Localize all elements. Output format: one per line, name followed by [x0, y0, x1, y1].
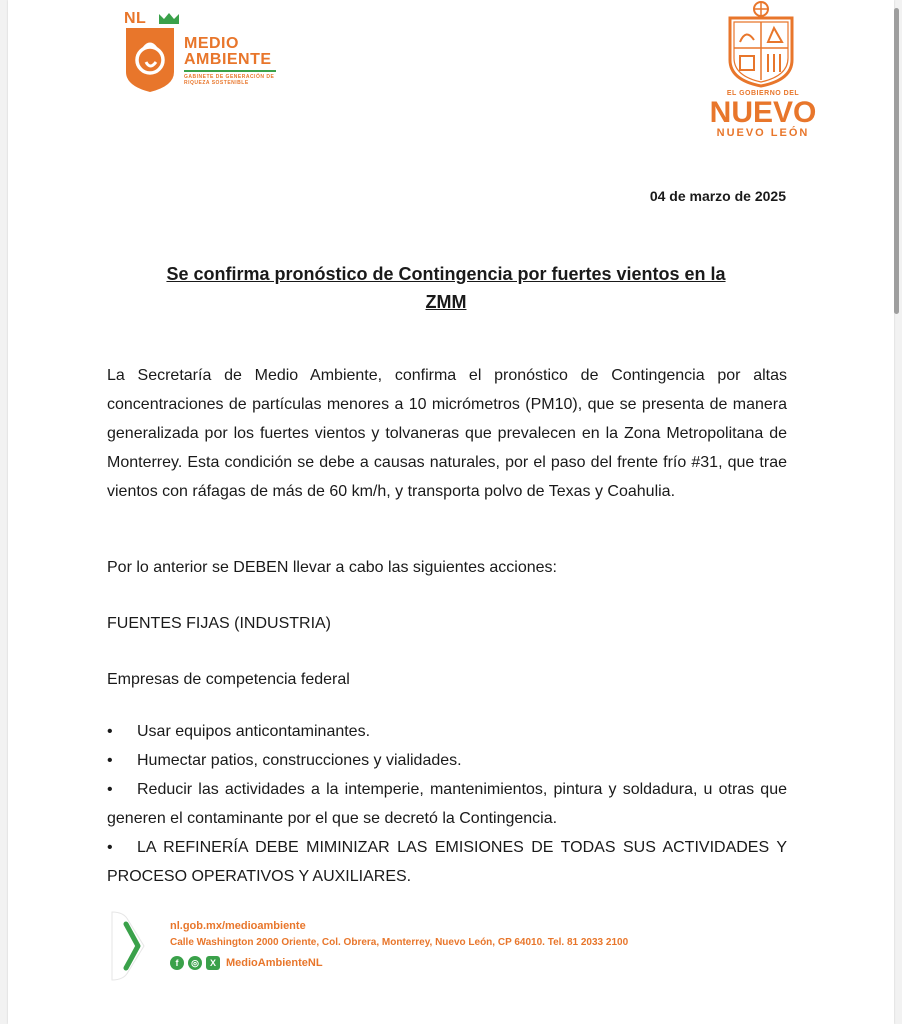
logo-tagline: GABINETE DE GENERACIÓN DE RIQUEZA SOSTENIBLE — [184, 74, 275, 86]
document-title — [104, 260, 788, 316]
instagram-icon: ◎ — [188, 956, 202, 970]
subsection-heading: Empresas de competencia federal — [107, 671, 350, 688]
action-list — [107, 717, 787, 891]
list-item: • LA REFINERÍA DEBE MIMINIZAR LAS EMISIONES DE TODAS SUS ACTIVIDADES Y PROCESO OPERATIVOS Y AUXILIARES. — [107, 833, 787, 891]
list-item: • Usar equipos anticontaminantes. — [107, 717, 787, 746]
footer-address: Calle Washington 2000 Oriente, Col. Obrera, Monterrey, Nuevo León, CP 64010. Tel. 81 2033 2100 — [170, 937, 629, 948]
document-page — [8, 0, 894, 1024]
facebook-icon: f — [170, 956, 184, 970]
coat-of-arms-icon — [726, 0, 796, 88]
logo-nl-text: NL — [124, 10, 147, 27]
paragraph-1: La Secretaría de Medio Ambiente, confirma el pronóstico de Contingencia por altas concentraciones de partículas menores a 10 micrómetros (PM10), que se presenta de manera generalizada por los fuertes vientos y tolvaneras que prevalecen en la Zona Metropolitana de Monterrey. Esta condición se debe a causas naturales, por el paso del frente frío #31, que trae vientos con ráfagas de más de 60 km/h, y transporta polvo de Texas y Coahulia. — [107, 367, 787, 500]
list-item: • Reducir las actividades a la intemperie, mantenimientos, pintura y soldadura, u otras que generen el contaminante por el que se decretó la Contingencia. — [107, 775, 787, 833]
bullet-icon: • — [107, 781, 113, 798]
list-item: • Humectar patios, construcciones y vialidades. — [107, 746, 787, 775]
bullet-icon: • — [107, 752, 113, 769]
x-icon: X — [206, 956, 220, 970]
bullet-icon: • — [107, 839, 113, 856]
footer-chevron-icon — [108, 910, 148, 982]
social-handle: MedioAmbienteNL — [226, 957, 323, 969]
logo-brand-line2: AMBIENTE — [184, 51, 272, 68]
title-line2: ZMM — [425, 292, 467, 312]
medio-ambiente-logo — [120, 10, 290, 90]
footer-social — [170, 955, 323, 971]
gobierno-nuevo-leon-logo — [698, 0, 828, 145]
shield-logo-icon — [124, 26, 176, 94]
gov-small-text: EL GOBIERNO DEL — [726, 90, 800, 97]
logo-brand-line1: MEDIO — [184, 35, 239, 52]
actions-intro: Por lo anterior se DEBEN llevar a cabo las siguientes acciones: — [107, 559, 557, 576]
section-heading: FUENTES FIJAS (INDUSTRIA) — [107, 615, 332, 632]
bullet-icon: • — [107, 723, 113, 740]
scrollbar-thumb[interactable] — [894, 8, 899, 314]
gov-big-text: NUEVO — [709, 96, 817, 129]
gov-state-text: NUEVO LEÓN — [716, 127, 810, 139]
logo-divider — [184, 70, 276, 72]
scrollbar[interactable] — [894, 0, 900, 320]
document-date: 04 de marzo de 2025 — [649, 188, 786, 204]
footer-url: nl.gob.mx/medioambiente — [170, 920, 306, 932]
crown-icon — [158, 12, 180, 25]
title-line1: Se confirma pronóstico de Contingencia por fuertes vientos en la — [166, 264, 726, 284]
